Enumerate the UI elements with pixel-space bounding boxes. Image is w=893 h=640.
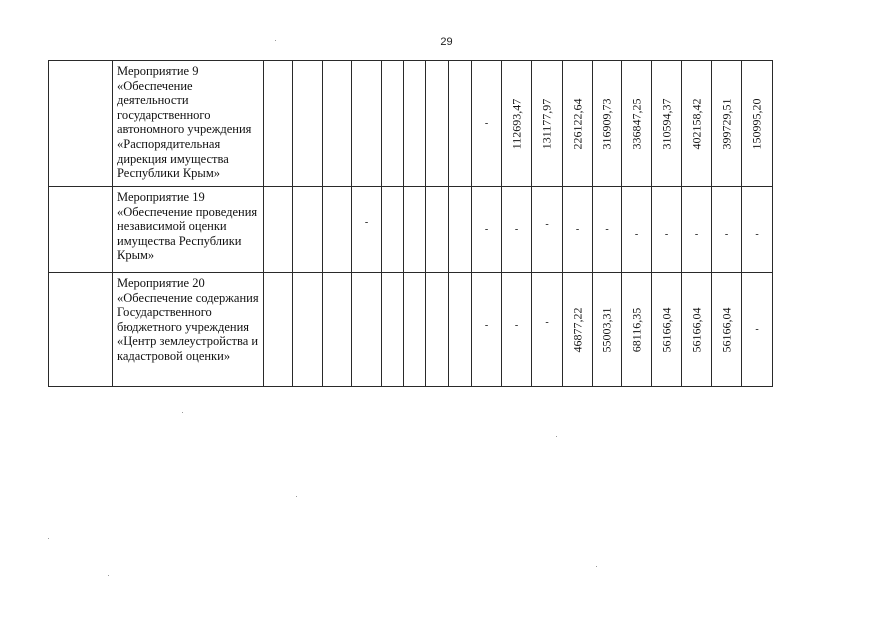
value-cell: [563, 61, 593, 187]
table-row: [49, 61, 773, 187]
value-text: -: [605, 223, 609, 235]
empty-cell: [426, 187, 449, 273]
value-cell: [532, 273, 563, 387]
value-text: -: [545, 316, 549, 328]
value-text: 56166,04: [719, 307, 733, 352]
value-text: 310594,37: [659, 98, 673, 149]
value-cell: [622, 187, 652, 273]
value-cell: [742, 273, 773, 387]
value-cell: [622, 61, 652, 187]
budget-table: [48, 60, 773, 387]
value-cell: [682, 273, 712, 387]
value-text: 55003,31: [599, 307, 614, 352]
value-cell: [502, 273, 532, 387]
value-cell: [563, 187, 593, 273]
value-cell: [652, 187, 682, 273]
empty-cell: [323, 187, 352, 273]
empty-cell: [449, 273, 472, 387]
value-text: 316909,73: [599, 98, 614, 149]
activity-name: Мероприятие 20 «Обеспечение содержания Государственного бюджетного учреждения «Центр землеустройства и кадастровой оценки»: [113, 273, 264, 387]
value-text: 226122,64: [570, 98, 584, 149]
value-text: -: [755, 323, 759, 335]
scan-speck: [556, 436, 557, 437]
value-cell: [472, 273, 502, 387]
empty-cell: [293, 273, 323, 387]
value-text: 131177,97: [539, 98, 554, 149]
value-text: -: [484, 117, 489, 129]
value-text: 56166,04: [659, 307, 673, 352]
value-cell: [682, 61, 712, 187]
value-cell: [352, 187, 382, 273]
activity-name: Мероприятие 9 «Обеспечение деятельности государственного автономного учреждения «Распорядительная дирекция имущества Республики Крым»: [113, 61, 264, 187]
value-text: -: [694, 228, 699, 240]
value-cell: [652, 61, 682, 187]
value-text: -: [514, 223, 519, 235]
value-text: 68116,35: [629, 307, 643, 352]
empty-cell: [49, 273, 113, 387]
value-cell: [712, 61, 742, 187]
value-cell: [712, 273, 742, 387]
value-text: 150995,20: [749, 98, 764, 149]
value-text: 336847,25: [629, 98, 643, 149]
empty-cell: [382, 61, 404, 187]
empty-cell: [449, 187, 472, 273]
value-text: 399729,51: [719, 98, 733, 149]
value-text: 112693,47: [509, 98, 523, 149]
value-cell: [472, 61, 502, 187]
empty-cell: [352, 61, 382, 187]
value-text: -: [484, 223, 489, 235]
scan-speck: [596, 566, 597, 567]
value-text: -: [514, 320, 519, 332]
empty-cell: [426, 61, 449, 187]
value-text: 56166,04: [689, 307, 703, 352]
scan-speck: [48, 538, 49, 539]
page-number: 29: [440, 36, 453, 48]
empty-cell: [264, 273, 293, 387]
scan-speck: [275, 40, 276, 41]
empty-cell: [264, 187, 293, 273]
scan-speck: [296, 496, 297, 497]
activity-name: Мероприятие 19 «Обеспечение проведения независимой оценки имущества Республики Крым»: [113, 187, 264, 273]
value-cell: [742, 187, 773, 273]
value-cell: [532, 187, 563, 273]
empty-cell: [293, 61, 323, 187]
value-text: -: [755, 228, 759, 240]
empty-cell: [352, 273, 382, 387]
value-cell: [682, 187, 712, 273]
empty-cell: [264, 61, 293, 187]
empty-cell: [49, 187, 113, 273]
value-text: -: [724, 228, 729, 240]
value-cell: [502, 61, 532, 187]
value-text: -: [634, 228, 639, 240]
value-cell: [742, 61, 773, 187]
scan-speck: [182, 412, 183, 413]
empty-cell: [404, 187, 426, 273]
empty-cell: [426, 273, 449, 387]
value-cell: [472, 187, 502, 273]
value-cell: [593, 273, 622, 387]
value-text: -: [484, 320, 489, 332]
value-cell: [593, 61, 622, 187]
empty-cell: [449, 61, 472, 187]
table-row: [49, 187, 773, 273]
value-cell: [622, 273, 652, 387]
empty-cell: [323, 273, 352, 387]
empty-cell: [382, 187, 404, 273]
value-text: -: [545, 219, 549, 231]
value-text: 46877,22: [570, 307, 584, 352]
value-text: -: [575, 223, 580, 235]
empty-cell: [404, 273, 426, 387]
value-cell: [563, 273, 593, 387]
value-cell: [652, 273, 682, 387]
value-text: -: [664, 228, 669, 240]
value-text: -: [364, 216, 369, 228]
empty-cell: [49, 61, 113, 187]
empty-cell: [323, 61, 352, 187]
empty-cell: [404, 61, 426, 187]
scan-speck: [108, 575, 109, 576]
value-cell: [502, 187, 532, 273]
empty-cell: [382, 273, 404, 387]
table-row: [49, 273, 773, 387]
value-text: 402158,42: [689, 98, 703, 149]
value-cell: [712, 187, 742, 273]
empty-cell: [293, 187, 323, 273]
value-cell: [593, 187, 622, 273]
value-cell: [532, 61, 563, 187]
